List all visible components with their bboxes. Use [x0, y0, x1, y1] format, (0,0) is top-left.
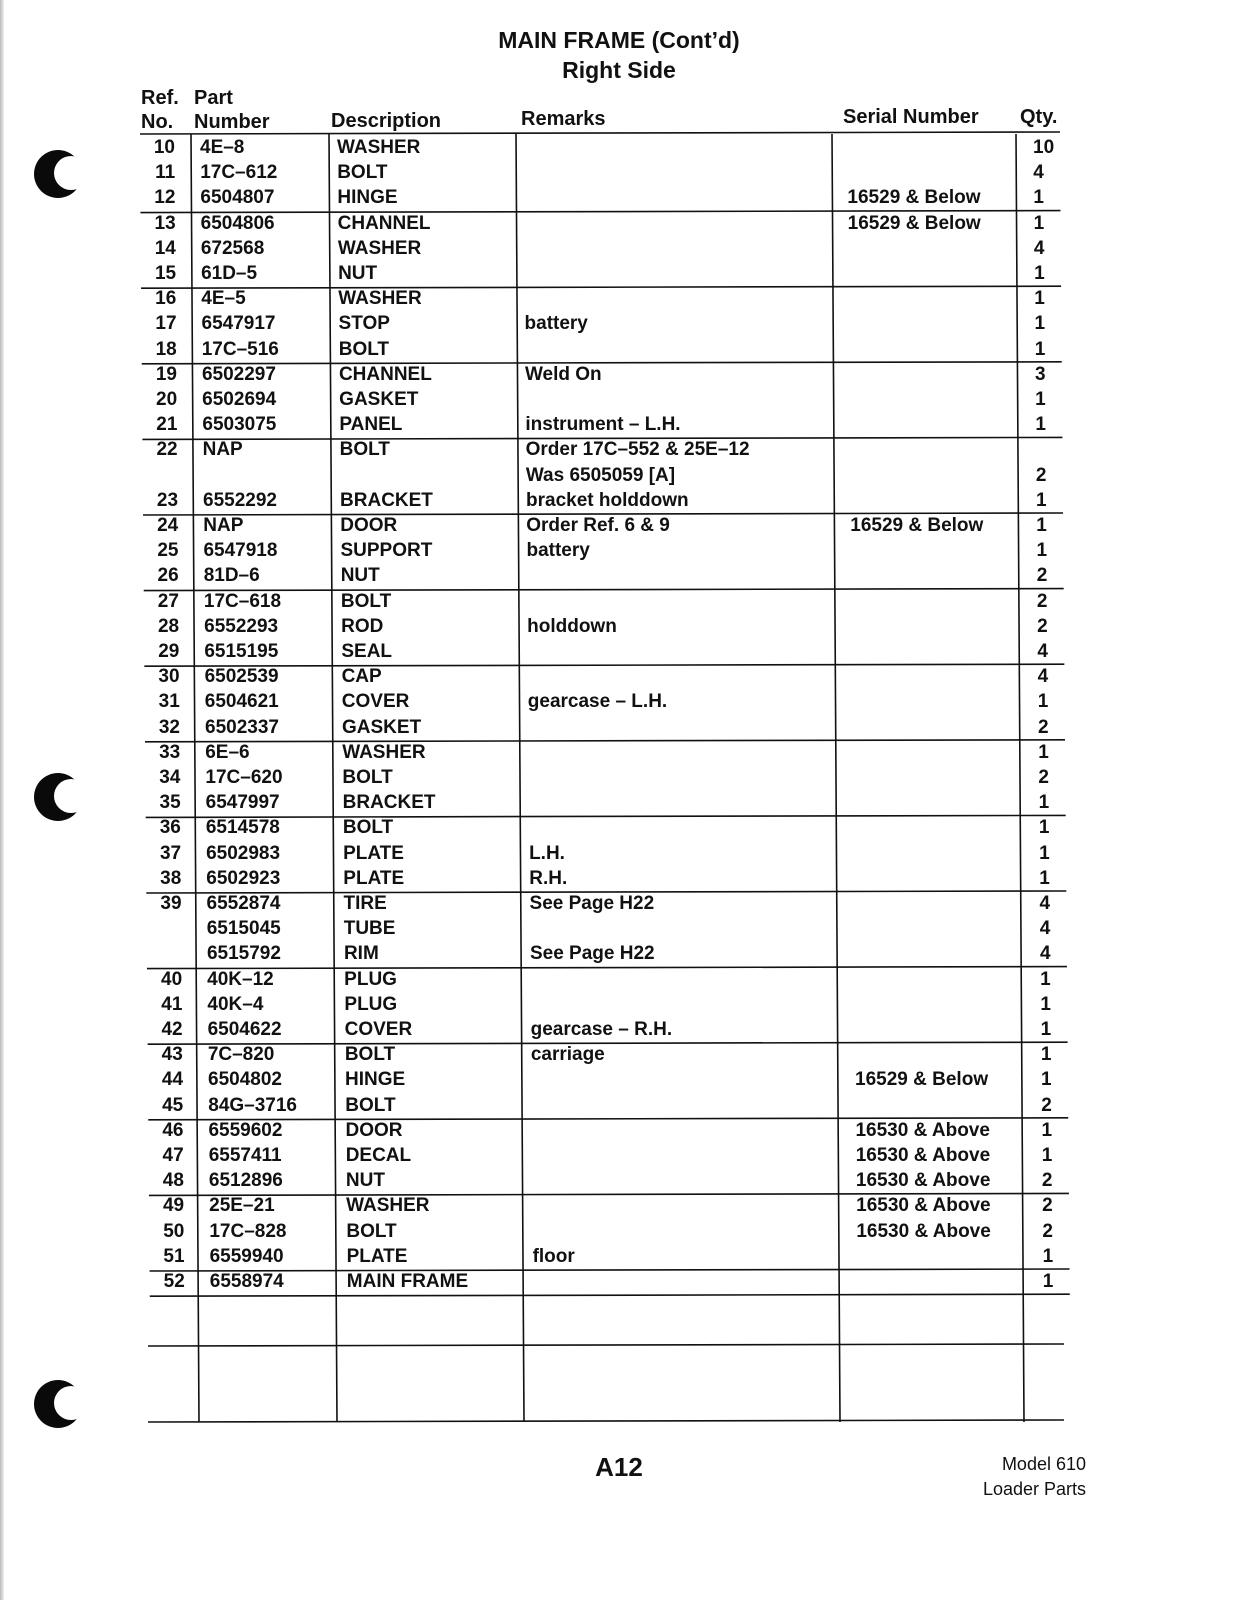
column-divider-0 [191, 134, 199, 1422]
group-separator-line [142, 362, 1062, 364]
cell-part-number: 6559602 [208, 1119, 283, 1141]
cell-quantity: 10 [1033, 137, 1055, 158]
header-part-line1: Part [194, 87, 233, 109]
cell-serial-number: 16530 & Above [855, 1145, 991, 1166]
cell-quantity: 1 [1034, 338, 1046, 360]
cell-quantity: 2 [1041, 1094, 1052, 1116]
cell-ref: 24 [157, 515, 179, 536]
cell-description: NUT [345, 1170, 385, 1192]
cell-quantity: 1 [1041, 1119, 1053, 1141]
cell-description: SUPPORT [340, 540, 433, 562]
cell-ref: 21 [156, 414, 178, 436]
cell-part-number: 4E–5 [201, 288, 246, 310]
cell-description: BOLT [342, 767, 393, 788]
cell-quantity: 1 [1034, 288, 1045, 310]
group-separator-line [144, 664, 1064, 666]
cell-ref: 26 [157, 565, 179, 587]
cell-quantity: 1 [1038, 741, 1049, 763]
cell-ref: 38 [160, 867, 182, 889]
cell-ref: 40 [161, 968, 183, 990]
cell-part-number: 6515792 [206, 943, 281, 965]
cell-part-number: 6552292 [203, 489, 277, 511]
column-divider-2 [516, 134, 524, 1422]
footer-model-info [983, 1452, 1086, 1502]
cell-description: WASHER [346, 1195, 430, 1217]
cell-ref: 29 [158, 641, 180, 662]
header-serial-number: Serial Number [843, 106, 979, 128]
cell-ref: 42 [161, 1019, 183, 1040]
cell-ref: 36 [159, 817, 181, 839]
cell-quantity: 4 [1039, 893, 1051, 914]
cell-description: CHANNEL [337, 212, 431, 234]
cell-quantity: 1 [1038, 792, 1050, 814]
cell-remarks: battery [524, 313, 588, 335]
cell-remarks: R.H. [529, 867, 568, 889]
cell-ref: 39 [160, 893, 182, 914]
cell-quantity: 1 [1041, 1145, 1053, 1166]
column-divider-1 [329, 134, 337, 1422]
header-qty: Qty. [1020, 106, 1058, 128]
cell-part-number: 6515195 [204, 641, 279, 662]
group-separator-line [145, 740, 1065, 742]
cell-description: ROD [341, 615, 384, 637]
cell-ref: 14 [154, 237, 176, 259]
cell-description: BOLT [346, 1220, 397, 1242]
group-separator-line [141, 286, 1061, 288]
cell-description: WASHER [337, 137, 421, 158]
cell-part-number: 6557411 [208, 1145, 282, 1166]
cell-part-number: 25E–21 [209, 1195, 275, 1217]
cell-ref: 43 [161, 1044, 183, 1066]
cell-ref: 28 [157, 615, 180, 637]
cell-quantity: 1 [1040, 993, 1051, 1015]
cell-quantity: 2 [1038, 767, 1049, 788]
cell-description: BRACKET [340, 489, 433, 511]
cell-quantity: 2 [1035, 464, 1047, 486]
table-bottom-rule [148, 1420, 1064, 1422]
cell-remarks: holddown [527, 615, 617, 637]
cell-quantity: 4 [1037, 641, 1048, 662]
cell-part-number: 6547917 [201, 313, 276, 335]
cell-quantity: 4 [1039, 918, 1051, 940]
cell-remarks: Order 17C–552 & 25E–12 [525, 439, 750, 461]
cell-part-number: NAP [202, 439, 243, 461]
cell-remarks: gearcase – R.H. [530, 1019, 673, 1040]
cell-ref: 37 [159, 842, 182, 864]
cell-quantity: 1 [1040, 968, 1051, 990]
cell-ref: 25 [157, 540, 179, 562]
cell-description: COVER [341, 691, 410, 713]
cell-ref: 20 [156, 389, 178, 410]
cell-ref: 18 [155, 338, 177, 360]
cell-quantity: 1 [1036, 489, 1047, 511]
cell-description: HINGE [337, 187, 398, 209]
cell-quantity: 4 [1039, 943, 1051, 965]
cell-part-number: 6502983 [206, 842, 281, 864]
cell-remarks: See Page H22 [529, 893, 655, 914]
cell-part-number: 17C–828 [209, 1220, 287, 1242]
cell-serial-number: 16530 & Above [856, 1195, 991, 1217]
cell-part-number: 6504621 [204, 691, 279, 713]
cell-description: SEAL [341, 641, 393, 662]
cell-description: BOLT [344, 1044, 396, 1066]
cell-ref: 51 [163, 1245, 185, 1267]
cell-quantity: 3 [1034, 363, 1046, 385]
cell-ref: 11 [155, 162, 176, 184]
cell-part-number: 17C–620 [205, 767, 283, 788]
cell-part-number: 6503075 [202, 414, 277, 436]
cell-ref: 46 [162, 1119, 184, 1141]
cell-quantity: 1 [1040, 1019, 1052, 1040]
cell-part-number: 6512896 [208, 1170, 283, 1192]
table-body-bottom-rule [148, 1344, 1064, 1346]
cell-serial-number: 16530 & Above [855, 1170, 991, 1192]
cell-part-number: 6552874 [206, 893, 281, 914]
cell-quantity: 1 [1036, 540, 1048, 562]
cell-ref: 47 [162, 1145, 184, 1166]
cell-quantity: 1 [1038, 817, 1050, 839]
cell-ref: 48 [162, 1170, 184, 1192]
cell-part-number: NAP [203, 515, 244, 536]
page-number: A12 [595, 1452, 643, 1482]
cell-description: PLATE [346, 1245, 408, 1267]
cell-quantity: 1 [1034, 313, 1046, 335]
cell-serial-number: 16529 & Below [855, 1069, 989, 1091]
cell-part-number: 6504802 [208, 1069, 282, 1091]
cell-description: CHANNEL [338, 363, 432, 385]
cell-quantity: 1 [1035, 414, 1046, 436]
cell-ref: 30 [158, 666, 180, 688]
cell-ref: 44 [161, 1069, 184, 1091]
cell-description: BOLT [338, 338, 390, 360]
cell-quantity: 1 [1041, 1069, 1052, 1091]
cell-description: DECAL [345, 1145, 412, 1166]
cell-ref: 33 [159, 741, 181, 763]
column-divider-4 [1016, 134, 1024, 1422]
cell-part-number: 672568 [200, 237, 265, 259]
cell-remarks: carriage [530, 1044, 605, 1066]
cell-description: BRACKET [342, 792, 436, 814]
cell-quantity: 2 [1042, 1195, 1053, 1217]
cell-quantity: 1 [1042, 1271, 1054, 1292]
cell-part-number: 6502539 [204, 666, 279, 688]
cell-part-number: 6558974 [209, 1271, 284, 1292]
header-remarks: Remarks [521, 108, 606, 130]
cell-description: DOOR [340, 515, 398, 536]
cell-quantity: 1 [1035, 389, 1046, 410]
cell-part-number: 17C–618 [203, 590, 282, 612]
cell-ref: 12 [154, 187, 176, 209]
cell-ref: 31 [158, 691, 180, 713]
cell-description: PLATE [343, 842, 404, 864]
cell-quantity: 1 [1037, 691, 1049, 713]
cell-serial-number: 16529 & Below [847, 212, 981, 234]
column-divider-3 [832, 134, 840, 1422]
group-separator-line [150, 1269, 1070, 1271]
cell-quantity: 1 [1036, 515, 1047, 536]
cell-description: RIM [343, 943, 379, 965]
cell-quantity: 1 [1033, 187, 1044, 209]
cell-remarks: Was 6505059 [A] [525, 464, 676, 486]
cell-description: WASHER [338, 288, 422, 310]
cell-part-number: 6559940 [209, 1245, 284, 1267]
footer-subtitle: Loader Parts [982, 1479, 1086, 1499]
footer-model: Model 610 [1001, 1454, 1086, 1474]
cell-part-number: 6515045 [206, 918, 281, 940]
cell-quantity: 1 [1039, 867, 1050, 889]
cell-part-number: 6E–6 [205, 741, 250, 763]
cell-part-number: 6502337 [205, 716, 279, 738]
cell-part-number: 6502923 [206, 867, 281, 889]
cell-description: CAP [341, 666, 382, 688]
cell-quantity: 1 [1040, 1044, 1052, 1066]
cell-ref: 19 [155, 363, 177, 385]
cell-remarks: L.H. [529, 842, 565, 864]
cell-quantity: 2 [1038, 716, 1049, 738]
cell-description: BOLT [342, 817, 394, 839]
cell-description: BOLT [345, 1094, 396, 1116]
cell-part-number: 6547997 [205, 792, 280, 814]
cell-part-number: 4E–8 [200, 137, 245, 158]
cell-part-number: 7C–820 [207, 1044, 275, 1066]
group-separator-line [147, 967, 1067, 969]
cell-ref: 50 [163, 1220, 185, 1242]
group-separator-line [148, 1042, 1068, 1044]
cell-ref: 45 [162, 1094, 184, 1116]
cell-description: PLUG [344, 993, 398, 1015]
page-title: MAIN FRAME (Cont’d) [498, 27, 740, 53]
cell-description: GASKET [339, 389, 419, 410]
cell-ref: 17 [155, 313, 177, 335]
cell-ref: 22 [156, 439, 178, 461]
cell-description: NUT [338, 263, 378, 284]
cell-part-number: 61D–5 [201, 263, 258, 284]
cell-ref: 41 [161, 993, 183, 1015]
cell-quantity: 2 [1041, 1170, 1053, 1192]
cell-quantity: 4 [1037, 666, 1049, 688]
cell-serial-number: 16530 & Above [856, 1220, 991, 1242]
cell-serial-number: 16529 & Below [847, 187, 981, 209]
cell-part-number: 17C–612 [200, 162, 278, 184]
cell-ref: 52 [163, 1271, 185, 1292]
header-part-line2: Number [194, 111, 270, 133]
cell-remarks: Weld On [524, 363, 602, 385]
cell-ref: 34 [159, 767, 181, 788]
cell-serial-number: 16529 & Below [850, 515, 984, 536]
cell-part-number: 6504806 [200, 212, 275, 234]
cell-quantity: 2 [1037, 615, 1048, 637]
cell-part-number: 40K–12 [207, 968, 274, 990]
cell-quantity: 4 [1033, 162, 1044, 184]
cell-quantity: 4 [1033, 237, 1045, 259]
cell-quantity: 1 [1034, 263, 1045, 284]
cell-ref: 35 [159, 792, 181, 814]
cell-description: STOP [338, 313, 390, 335]
cell-remarks: See Page H22 [529, 943, 655, 965]
cell-ref: 16 [155, 288, 177, 310]
cell-part-number: 6504807 [200, 187, 275, 209]
cell-ref: 27 [157, 590, 179, 612]
cell-ref: 32 [158, 716, 180, 738]
cell-quantity: 1 [1042, 1245, 1054, 1267]
cell-part-number: 84G–3716 [208, 1094, 297, 1116]
cell-part-number: 6514578 [205, 817, 280, 839]
cell-quantity: 2 [1036, 590, 1048, 612]
group-separator-line [146, 815, 1066, 817]
cell-description: BOLT [339, 439, 390, 461]
cell-description: BOLT [340, 590, 392, 612]
cell-part-number: 6547918 [203, 540, 278, 562]
group-separator-line [150, 1294, 1070, 1296]
header-description: Description [331, 110, 442, 132]
cell-part-number: 40K–4 [207, 993, 264, 1015]
cell-remarks: battery [526, 540, 590, 562]
cell-ref: 15 [154, 263, 177, 284]
cell-part-number: 6502297 [201, 363, 276, 385]
cell-remarks: gearcase – L.H. [527, 691, 668, 713]
cell-description: PANEL [339, 414, 403, 436]
table-top-rule [140, 132, 1060, 134]
cell-remarks: Order Ref. 6 & 9 [526, 515, 670, 536]
cell-description: TUBE [343, 918, 396, 940]
cell-ref: 13 [154, 212, 176, 234]
cell-part-number: 6504622 [207, 1019, 282, 1040]
cell-description: COVER [344, 1019, 413, 1040]
cell-ref: 49 [162, 1195, 185, 1217]
cell-remarks: bracket holddown [526, 489, 689, 511]
cell-part-number: 6502694 [202, 389, 277, 410]
cell-quantity: 2 [1036, 565, 1048, 587]
cell-description: NUT [340, 565, 380, 587]
cell-quantity: 1 [1039, 842, 1050, 864]
header-ref-line1: Ref. [141, 87, 179, 109]
group-separator-line [144, 589, 1064, 591]
cell-description: HINGE [345, 1069, 406, 1091]
cell-description: WASHER [337, 237, 422, 259]
cell-quantity: 2 [1042, 1220, 1053, 1242]
cell-part-number: 81D–6 [203, 565, 260, 587]
cell-description: MAIN FRAME [346, 1271, 469, 1292]
cell-part-number: 17C–516 [201, 338, 279, 360]
cell-description: PLATE [343, 867, 405, 889]
page-subtitle: Right Side [562, 57, 676, 83]
cell-description: DOOR [345, 1119, 403, 1141]
cell-remarks: floor [532, 1245, 575, 1267]
cell-quantity: 1 [1033, 212, 1045, 234]
cell-description: PLUG [344, 968, 397, 990]
cell-description: WASHER [342, 741, 426, 763]
cell-part-number: 6552293 [204, 615, 279, 637]
header-ref-line2: No. [141, 111, 174, 133]
cell-description: BOLT [337, 162, 388, 184]
cell-description: GASKET [342, 716, 422, 738]
cell-serial-number: 16530 & Above [855, 1119, 990, 1141]
cell-description: TIRE [343, 893, 387, 914]
cell-ref: 10 [153, 137, 175, 158]
cell-ref: 23 [156, 489, 179, 511]
cell-remarks: instrument – L.H. [525, 414, 681, 436]
